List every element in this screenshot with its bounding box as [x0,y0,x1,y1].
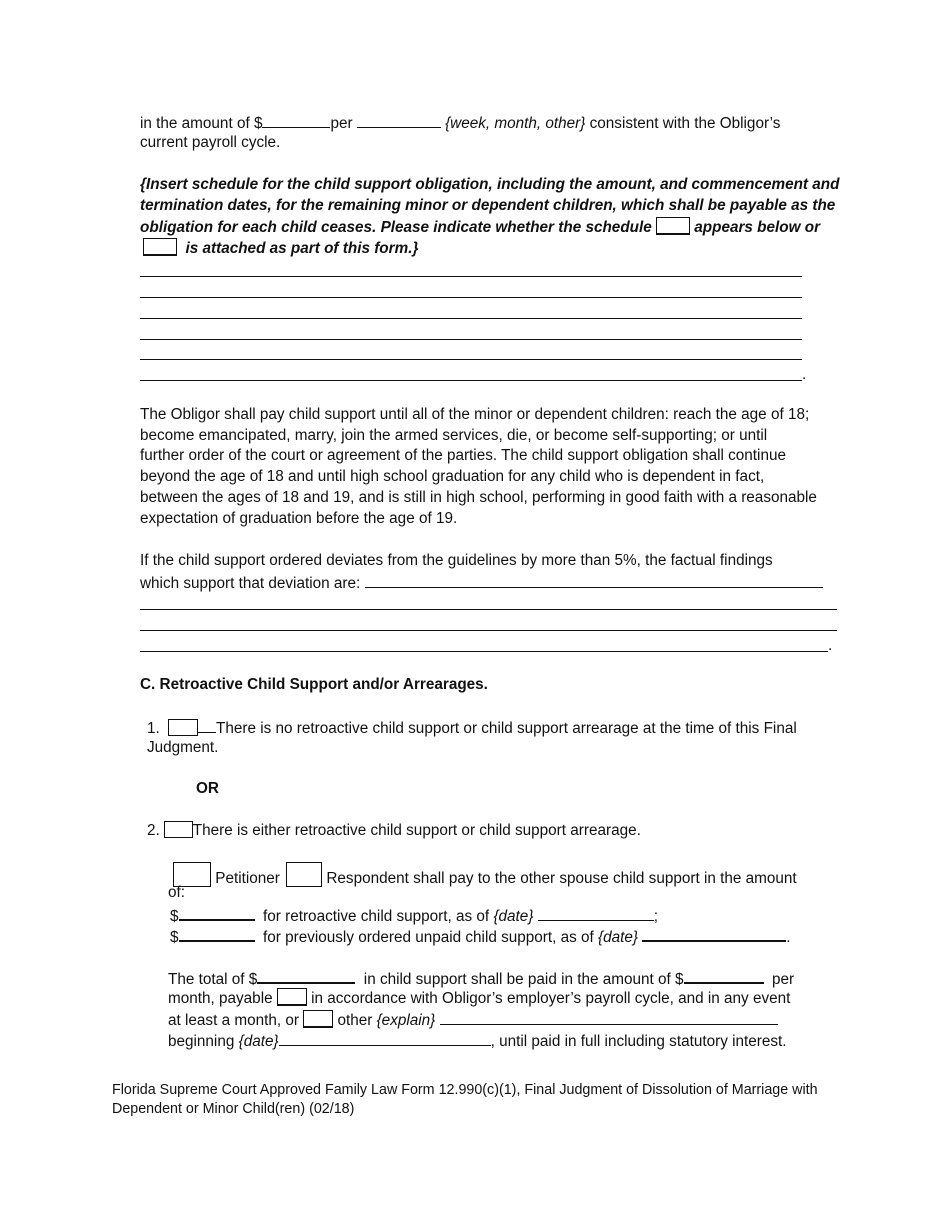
obligation-line: The Obligor shall pay child support until all of the minor or dependent children: reach the age of 18; [140,406,810,423]
option-1-line-2: Judgment. [147,739,219,756]
payroll-cycle-checkbox[interactable] [277,988,307,1006]
period-blank[interactable] [357,112,441,128]
explain-blank[interactable] [440,1009,778,1025]
obligation-line: become emancipated, marry, join the armed services, die, or become self-supporting; or until [140,427,768,444]
beginning-date-blank[interactable] [279,1030,491,1046]
obligation-line: expectation of graduation before the age of 19. [140,510,458,527]
schedule-blank-line[interactable] [140,380,802,381]
payment-line-2: current payroll cycle. [140,134,281,151]
obligation-line: further order of the court or agreement of the parties. The child support obligation shall continue [140,447,786,464]
or-label: OR [196,780,219,797]
schedule-instruction-1: {Insert schedule for the child support obligation, including the amount, and commencement and [140,176,840,193]
obligation-line: beyond the age of 18 and until high school graduation for any child who is dependent in fact, [140,468,765,485]
schedule-blank-line[interactable] [140,339,802,340]
retroactive-date-blank[interactable] [538,905,654,921]
retroactive-amount-blank[interactable] [179,904,255,921]
footer-line-2: Dependent or Minor Child(ren) (02/18) [112,1101,355,1117]
unpaid-amount-blank[interactable] [179,925,255,942]
deviation-blank-line[interactable] [140,630,837,631]
unpaid-line: $ for previously ordered unpaid child support, as of {date} . [170,925,791,948]
other-line: at least a month, or other {explain} [168,1009,778,1031]
schedule-attached-checkbox[interactable] [143,238,177,256]
beginning-line: beginning {date} , until paid in full including statutory interest. [168,1030,787,1052]
unpaid-date-blank[interactable] [642,925,786,942]
schedule-below-checkbox[interactable] [656,217,690,235]
deviation-findings-blank[interactable] [365,572,823,588]
footer-line-1: Florida Supreme Court Approved Family Law Form 12.990(c)(1), Final Judgment of Dissolution of Marriage with [112,1082,818,1098]
schedule-blank-line[interactable] [140,318,802,319]
deviation-end-period: . [828,637,833,654]
payor-line: Petitioner Respondent shall pay to the other spouse child support in the amount [170,862,797,889]
total-amount-blank[interactable] [257,967,355,984]
schedule-instruction-3: obligation for each child ceases. Please indicate whether the schedule appears below or [140,219,821,236]
obligation-line: between the ages of 18 and 19, and is still in high school, performing in good faith with a reasonable [140,489,817,506]
of-label: of: [168,884,186,901]
schedule-instruction-2: termination dates, for the remaining minor or dependent children, which shall be payable as the [140,197,836,214]
deviation-line-2: which support that deviation are: [140,572,823,594]
payment-amount-line: in the amount of $ per {week, month, other} consistent with the Obligor’s [140,112,780,134]
deviation-blank-line[interactable] [140,609,837,610]
respondent-checkbox[interactable] [286,862,322,887]
option-1-checkbox[interactable] [168,719,198,736]
schedule-instruction-4: is attached as part of this form.} [143,238,418,259]
total-line: The total of $ in child support shall be paid in the amount of $ per [168,967,794,990]
schedule-blank-line[interactable] [140,276,802,277]
deviation-line-1: If the child support ordered deviates from the guidelines by more than 5%, the factual findings [140,552,773,569]
option-2-checkbox[interactable] [164,821,193,838]
installment-amount-blank[interactable] [684,967,764,984]
schedule-end-period: . [802,366,807,383]
section-c-heading: C. Retroactive Child Support and/or Arrearages. [140,676,488,693]
amount-blank[interactable] [262,112,330,128]
option-2-line: 2. There is either retroactive child support or child support arrearage. [147,822,641,839]
other-checkbox[interactable] [303,1010,333,1028]
retroactive-line: $ for retroactive child support, as of {date} ; [170,904,658,927]
deviation-blank-line[interactable] [140,651,828,652]
schedule-blank-line[interactable] [140,297,802,298]
option-1-line: 1. There is no retroactive child support or child support arrearage at the time of this Final [147,717,797,739]
schedule-blank-line[interactable] [140,359,802,360]
payable-line: month, payable in accordance with Obligor’s employer’s payroll cycle, and in any event [168,990,791,1007]
